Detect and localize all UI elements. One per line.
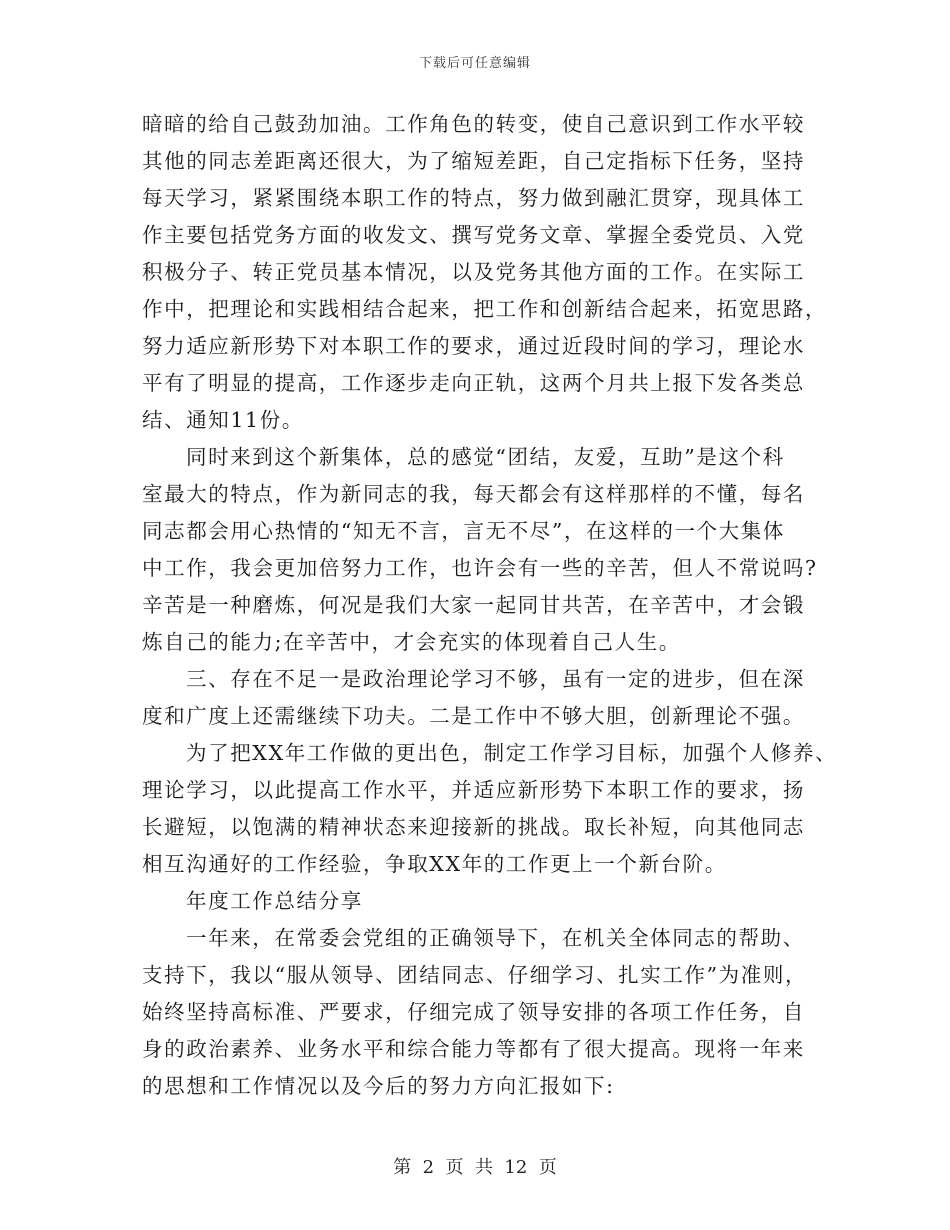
- text-line: 中工作，我会更加倍努力工作，也许会有一些的辛苦，但人不常说吗?: [142, 556, 818, 580]
- text-line: 室最大的特点，作为新同志的我，每天都会有这样那样的不懂，每名: [142, 482, 805, 506]
- paragraph-start-line: 为了把XX年工作做的更出色，制定工作学习目标，加强个人修养、: [186, 741, 838, 765]
- paragraph-start-line: 一年来，在常委会党组的正确领导下，在机关全体同志的帮助、: [186, 926, 805, 950]
- text-line: 的思想和工作情况以及今后的努力方向汇报如下:: [142, 1074, 615, 1098]
- page-header: 下载后可任意编辑: [418, 56, 531, 71]
- paragraph-start-line: 同时来到这个新集体，总的感觉“团结，友爱，互助”是这个科: [186, 445, 785, 469]
- text-line: 努力适应新形势下对本职工作的要求，通过近段时间的学习，理论水: [142, 334, 805, 358]
- text-line: 炼自己的能力;在辛苦中，才会充实的体现着自己人生。: [142, 630, 681, 654]
- text-line: 作主要包括党务方面的收发文、撰写党务文章、掌握全委党员、入党: [142, 223, 805, 247]
- text-line: 暗暗的给自己鼓劲加油。工作角色的转变，使自己意识到工作水平较: [142, 112, 805, 136]
- text-line: 身的政治素养、业务水平和综合能力等都有了很大提高。现将一年来: [142, 1037, 805, 1061]
- text-line: 同志都会用心热情的“知无不言，言无不尽”，在这样的一个大集体: [142, 519, 785, 543]
- text-line: 理论学习，以此提高工作水平，并适应新形势下本职工作的要求，扬: [142, 778, 805, 802]
- paragraph-start-line: 三、存在不足一是政治理论学习不够，虽有一定的进步，但在深: [186, 667, 805, 691]
- text-line: 相互沟通好的工作经验，争取XX年的工作更上一个新台阶。: [142, 852, 727, 876]
- document-body: [142, 106, 842, 1105]
- text-line: 度和广度上还需继续下功夫。二是工作中不够大胆，创新理论不强。: [142, 704, 805, 728]
- page-number: 第 2 页 共 12 页: [393, 1157, 557, 1178]
- text-line: 平有了明显的提高，工作逐步走向正轨，这两个月共上报下发各类总: [142, 371, 805, 395]
- text-line: 其他的同志差距离还很大，为了缩短差距，自己定指标下任务，坚持: [142, 149, 805, 173]
- text-line: 支持下，我以“服从领导、团结同志、仔细学习、扎实工作”为准则，: [142, 963, 808, 987]
- text-line: 长避短，以饱满的精神状态来迎接新的挑战。取长补短，向其他同志: [142, 815, 805, 839]
- text-line: 结、通知11份。: [142, 408, 304, 432]
- text-line: 始终坚持高标准、严要求，仔细完成了领导安排的各项工作任务，自: [142, 1000, 805, 1024]
- text-line: 辛苦是一种磨炼，何况是我们大家一起同甘共苦，在辛苦中，才会锻: [142, 593, 805, 617]
- text-line: 积极分子、转正党员基本情况，以及党务其他方面的工作。在实际工: [142, 260, 805, 284]
- text-line: 作中，把理论和实践相结合起来，把工作和创新结合起来，拓宽思路，: [142, 297, 828, 321]
- section-heading: 年度工作总结分享: [186, 889, 363, 913]
- text-line: 每天学习，紧紧围绕本职工作的特点，努力做到融汇贯穿，现具体工: [142, 186, 805, 210]
